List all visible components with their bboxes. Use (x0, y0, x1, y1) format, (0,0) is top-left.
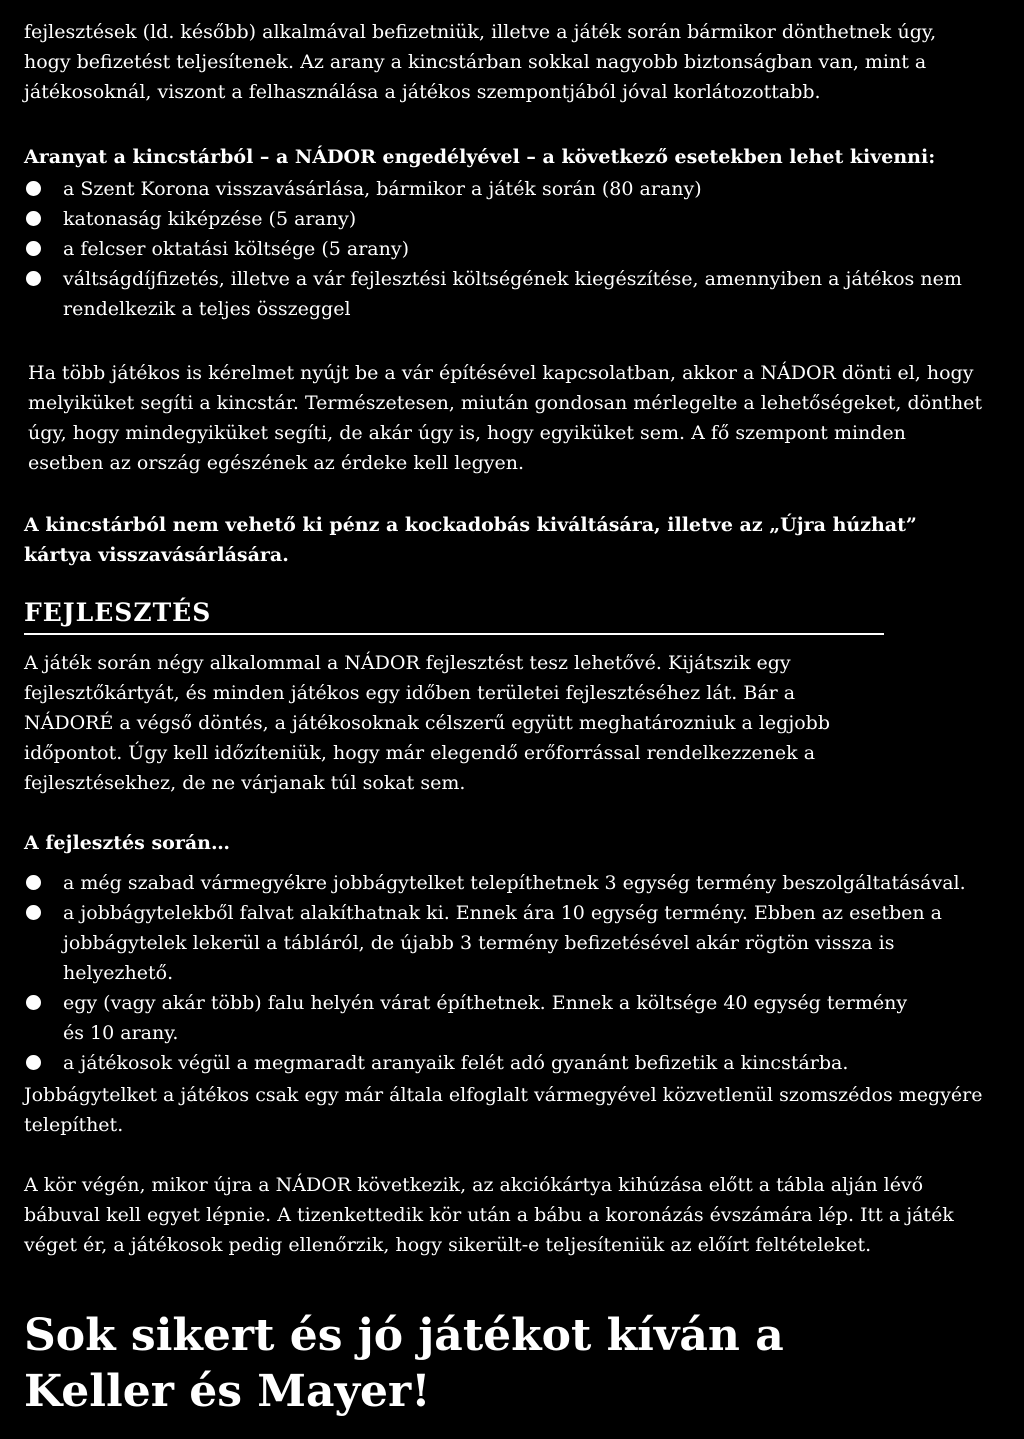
list-item-text: váltságdíjfizetés, illetve a vár fejlesztési költségének kiegészítése, amennyiben a játékos nem rendelkezik a teljes összeggel (63, 268, 962, 320)
bullet-icon (26, 995, 41, 1010)
closing-block (24, 1308, 986, 1420)
withdraw-list (24, 174, 986, 324)
list-item-text: a Szent Korona visszavásárlása, bármikor a játék során (80 arany) (63, 178, 702, 200)
list-item (24, 898, 986, 988)
bullet-icon (26, 211, 41, 226)
bullet-icon (26, 905, 41, 920)
closing-line-1: Sok sikert és jó játékot kíván a (24, 1310, 784, 1361)
list-item (24, 234, 986, 264)
list-item-text: a játékosok végül a megmaradt aranyaik felét adó gyanánt befizetik a kincstárba. (63, 1052, 849, 1074)
list-item (24, 204, 986, 234)
during-development-heading: A fejlesztés során… (24, 832, 230, 854)
list-item (24, 1048, 986, 1078)
bullet-icon (26, 875, 41, 890)
settle-paragraph: Jobbágytelket a játékos csak egy már általa elfoglalt vármegyével közvetlenül szomszédos megyére telepíthet. (24, 1084, 983, 1136)
development-title: FEJLESZTÉS (24, 598, 212, 627)
list-item (24, 264, 986, 324)
development-list (24, 868, 986, 1078)
bullet-icon (26, 271, 41, 286)
development-intro: A játék során négy alkalommal a NÁDOR fejlesztést tesz lehetővé. Kijátszik egy fejlesztőkártyát, és minden játékos egy időben területei fejlesztéséhez lát. Bár a NÁDORÉ a végső döntés, a játékosoknak célszerű együtt meghatározniuk a legjobb időpontot. Úgy kell időzíteniük, hogy már elegendő erőforrással rendelkezzenek a fejlesztésekhez, de ne várjanak túl sokat sem. (24, 652, 830, 794)
list-item (24, 868, 986, 898)
bullet-icon (26, 1055, 41, 1070)
list-item (24, 174, 986, 204)
no-money-paragraph: A kincstárból nem vehető ki pénz a kockadobás kiváltására, illetve az „Újra húzhat” kártya visszavásárlására. (24, 514, 917, 566)
intro-paragraph: fejlesztések (ld. később) alkalmával befizetniük, illetve a játék során bármikor dönthetnek úgy, hogy befizetést teljesítenek. Az arany a kincstárban sokkal nagyobb biztonságban van, mint a játékosoknál, viszont a felhasználása a játékos szempontjából jóval korlátozottabb. (24, 21, 937, 103)
closing-line-2: Keller és Mayer! (24, 1366, 431, 1417)
list-item (24, 988, 986, 1048)
withdraw-heading: Aranyat a kincstárból – a NÁDOR engedélyével – a következő esetekben lehet kivenni: (24, 146, 936, 168)
bullet-icon (26, 241, 41, 256)
list-item-text: a jobbágytelekből falvat alakíthatnak ki. Ennek ára 10 egység termény. Ebben az esetben a jobbágytelek lekerül a tábláról, de újabb 3 termény befizetésével akár rögtön vissza is helyezhető. (63, 902, 942, 984)
round-end-paragraph: A kör végén, mikor újra a NÁDOR következik, az akciókártya kihúzása előtt a tábla alján lévő bábuval kell egyet lépnie. A tizenkettedik kör után a bábu a koronázás évszámára lép. Itt a játék véget ér, a játékosok pedig ellenőrzik, hogy sikerült-e teljesíteniük az előírt feltételeket. (24, 1174, 954, 1256)
list-item-text: a felcser oktatási költsége (5 arany) (63, 238, 409, 260)
title-divider (24, 633, 884, 635)
list-item-text: egy (vagy akár több) falu helyén várat építhetnek. Ennek a költsége 40 egység termény és 10 arany. (63, 992, 908, 1044)
castle-paragraph: Ha több játékos is kérelmet nyújt be a vár építésével kapcsolatban, akkor a NÁDOR dönti el, hogy melyiküket segíti a kincstár. Természetesen, miután gondosan mérlegelte a lehetőségeket, dönthet úgy, hogy mindegyiküket segíti, de akár úgy is, hogy egyiküket sem. A fő szempont minden esetben az ország egészének az érdeke kell legyen. (28, 362, 983, 474)
list-item-text: katonaság kiképzése (5 arany) (63, 208, 357, 230)
bullet-icon (26, 181, 41, 196)
list-item-text: a még szabad vármegyékre jobbágytelket telepíthetnek 3 egység termény beszolgáltatásával. (63, 872, 966, 894)
